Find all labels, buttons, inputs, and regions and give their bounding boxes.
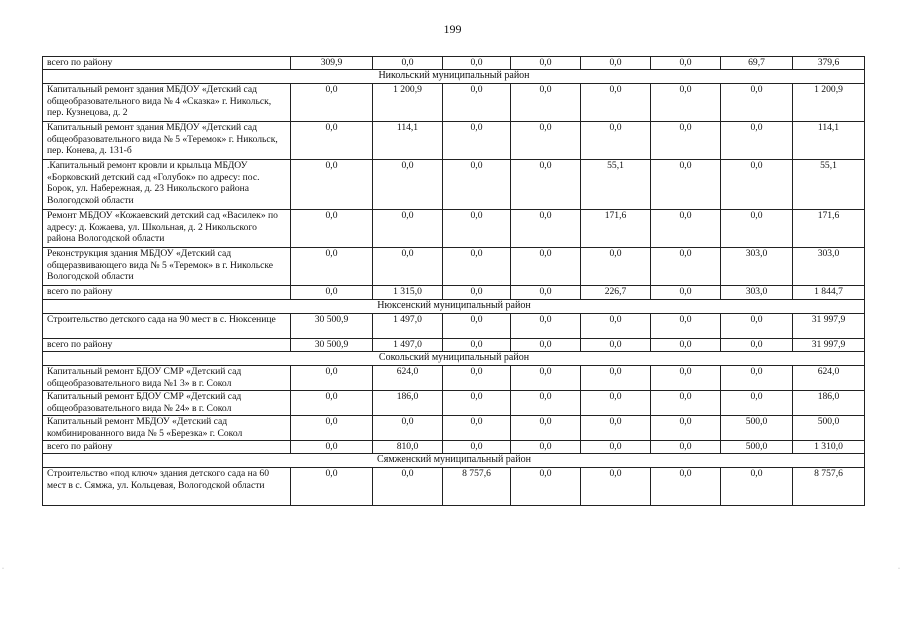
value-cell: 810,0 bbox=[373, 441, 443, 454]
value-cell: 0,0 bbox=[443, 286, 511, 300]
item-name: Ремонт МБДОУ «Кожаевский детский сад «Василек» по адресу: д. Кожаева, ул. Школьная, д. 2 Никольского района Вологодской области bbox=[43, 210, 291, 248]
district-heading: Сокольский муниципальный район bbox=[43, 352, 865, 366]
value-cell: 0,0 bbox=[581, 84, 651, 122]
value-cell: 0,0 bbox=[291, 391, 373, 416]
table-row bbox=[43, 468, 865, 506]
value-cell: 0,0 bbox=[511, 160, 581, 210]
value-cell: 0,0 bbox=[291, 286, 373, 300]
value-cell: 0,0 bbox=[511, 366, 581, 391]
value-cell: 0,0 bbox=[511, 391, 581, 416]
value-cell: 303,0 bbox=[721, 286, 793, 300]
value-cell: 0,0 bbox=[373, 57, 443, 70]
value-cell: 0,0 bbox=[443, 314, 511, 339]
table-row bbox=[43, 314, 865, 339]
value-cell: 30 500,9 bbox=[291, 314, 373, 339]
value-cell: 0,0 bbox=[651, 160, 721, 210]
value-cell: 171,6 bbox=[793, 210, 865, 248]
value-cell: 0,0 bbox=[511, 57, 581, 70]
value-cell: 500,0 bbox=[721, 441, 793, 454]
item-name: Капитальный ремонт здания МБДОУ «Детский сад общеобразовательного вида № 4 «Сказка» г. Никольск, пер. Кузнецова, д. 2 bbox=[43, 84, 291, 122]
value-cell: 1 497,0 bbox=[373, 314, 443, 339]
value-cell: 0,0 bbox=[721, 122, 793, 160]
value-cell: 31 997,9 bbox=[793, 314, 865, 339]
item-name: .Капитальный ремонт кровли и крыльца МБДОУ «Борковский детский сад «Голубок» по адресу: пос. Борок, ул. Набережная, д. 23 Никольского района Вологодской области bbox=[43, 160, 291, 210]
value-cell: 8 757,6 bbox=[443, 468, 511, 506]
value-cell: 0,0 bbox=[443, 366, 511, 391]
item-name: Капитальный ремонт здания МБДОУ «Детский сад общеобразовательного вида № 5 «Теремок» г. Никольск, пер. Конева, д. 131-б bbox=[43, 122, 291, 160]
value-cell: 0,0 bbox=[651, 366, 721, 391]
value-cell: 624,0 bbox=[793, 366, 865, 391]
value-cell: 0,0 bbox=[511, 468, 581, 506]
value-cell: 0,0 bbox=[443, 160, 511, 210]
total-row bbox=[43, 286, 865, 300]
value-cell: 0,0 bbox=[511, 122, 581, 160]
value-cell: 0,0 bbox=[511, 339, 581, 352]
item-name: Капитальный ремонт МБДОУ «Детский сад комбинированного вида № 5 «Березка» г. Сокол bbox=[43, 416, 291, 441]
total-row bbox=[43, 441, 865, 454]
value-cell: 0,0 bbox=[721, 366, 793, 391]
value-cell: 0,0 bbox=[651, 286, 721, 300]
value-cell: 0,0 bbox=[651, 416, 721, 441]
value-cell: 0,0 bbox=[443, 416, 511, 441]
section-row bbox=[43, 454, 865, 468]
value-cell: 0,0 bbox=[721, 314, 793, 339]
value-cell: 0,0 bbox=[443, 210, 511, 248]
value-cell: 0,0 bbox=[721, 84, 793, 122]
district-heading: Никольский муниципальный район bbox=[43, 70, 865, 84]
value-cell: 0,0 bbox=[651, 391, 721, 416]
value-cell: 0,0 bbox=[511, 314, 581, 339]
table-row bbox=[43, 391, 865, 416]
value-cell: 186,0 bbox=[373, 391, 443, 416]
item-name: Реконструкция здания МБДОУ «Детский сад общеразвивающего вида № 5 «Теремок» в г. Никольске Вологодской области bbox=[43, 248, 291, 286]
value-cell: 0,0 bbox=[721, 210, 793, 248]
value-cell: 1 497,0 bbox=[373, 339, 443, 352]
value-cell: 0,0 bbox=[581, 122, 651, 160]
value-cell: 0,0 bbox=[291, 366, 373, 391]
value-cell: 0,0 bbox=[581, 468, 651, 506]
table-row bbox=[43, 366, 865, 391]
value-cell: 0,0 bbox=[373, 160, 443, 210]
value-cell: 0,0 bbox=[651, 468, 721, 506]
table-row bbox=[43, 160, 865, 210]
value-cell: 0,0 bbox=[443, 84, 511, 122]
table-row bbox=[43, 210, 865, 248]
value-cell: 0,0 bbox=[581, 57, 651, 70]
value-cell: 1 844,7 bbox=[793, 286, 865, 300]
value-cell: 0,0 bbox=[291, 122, 373, 160]
table-row bbox=[43, 84, 865, 122]
value-cell: 379,6 bbox=[793, 57, 865, 70]
value-cell: 31 997,9 bbox=[793, 339, 865, 352]
value-cell: 0,0 bbox=[291, 84, 373, 122]
table-row bbox=[43, 122, 865, 160]
value-cell: 0,0 bbox=[581, 248, 651, 286]
value-cell: 0,0 bbox=[581, 366, 651, 391]
value-cell: 0,0 bbox=[291, 160, 373, 210]
table-row bbox=[43, 416, 865, 441]
value-cell: 226,7 bbox=[581, 286, 651, 300]
value-cell: 55,1 bbox=[581, 160, 651, 210]
value-cell: 30 500,9 bbox=[291, 339, 373, 352]
value-cell: 0,0 bbox=[291, 416, 373, 441]
value-cell: 0,0 bbox=[443, 391, 511, 416]
value-cell: 500,0 bbox=[793, 416, 865, 441]
item-name: Капитальный ремонт БДОУ СМР «Детский сад общеобразовательного вида №1 3» в г. Сокол bbox=[43, 366, 291, 391]
value-cell: 0,0 bbox=[581, 416, 651, 441]
value-cell: 114,1 bbox=[793, 122, 865, 160]
value-cell: 8 757,6 bbox=[793, 468, 865, 506]
value-cell: 0,0 bbox=[291, 441, 373, 454]
value-cell: 0,0 bbox=[373, 416, 443, 441]
value-cell: 1 310,0 bbox=[793, 441, 865, 454]
value-cell: 69,7 bbox=[721, 57, 793, 70]
value-cell: 0,0 bbox=[291, 210, 373, 248]
value-cell: 0,0 bbox=[443, 57, 511, 70]
value-cell: 0,0 bbox=[651, 210, 721, 248]
section-row bbox=[43, 70, 865, 84]
edge-mark-left: · bbox=[2, 566, 4, 572]
value-cell: 0,0 bbox=[581, 391, 651, 416]
district-heading: Сямженский муниципальный район bbox=[43, 454, 865, 468]
value-cell: 0,0 bbox=[721, 391, 793, 416]
value-cell: 0,0 bbox=[511, 441, 581, 454]
value-cell: 0,0 bbox=[651, 314, 721, 339]
total-label: всего по району bbox=[43, 339, 291, 352]
value-cell: 1 315,0 bbox=[373, 286, 443, 300]
item-name: Строительство детского сада на 90 мест в с. Нюксенице bbox=[43, 314, 291, 339]
value-cell: 0,0 bbox=[511, 84, 581, 122]
value-cell: 114,1 bbox=[373, 122, 443, 160]
value-cell: 0,0 bbox=[651, 84, 721, 122]
value-cell: 0,0 bbox=[651, 122, 721, 160]
value-cell: 0,0 bbox=[443, 122, 511, 160]
value-cell: 186,0 bbox=[793, 391, 865, 416]
item-name: Капитальный ремонт БДОУ СМР «Детский сад общеобразовательного вида № 24» в г. Сокол bbox=[43, 391, 291, 416]
total-label: всего по району bbox=[43, 57, 291, 70]
value-cell: 171,6 bbox=[581, 210, 651, 248]
value-cell: 0,0 bbox=[373, 210, 443, 248]
value-cell: 55,1 bbox=[793, 160, 865, 210]
value-cell: 624,0 bbox=[373, 366, 443, 391]
value-cell: 0,0 bbox=[373, 248, 443, 286]
value-cell: 0,0 bbox=[443, 339, 511, 352]
total-row bbox=[43, 339, 865, 352]
budget-table bbox=[42, 56, 865, 506]
total-label: всего по району bbox=[43, 286, 291, 300]
value-cell: 0,0 bbox=[443, 248, 511, 286]
district-heading: Нюксенский муниципальный район bbox=[43, 300, 865, 314]
value-cell: 0,0 bbox=[651, 248, 721, 286]
value-cell: 0,0 bbox=[721, 160, 793, 210]
value-cell: 0,0 bbox=[581, 314, 651, 339]
value-cell: 0,0 bbox=[511, 248, 581, 286]
page-number: 199 bbox=[443, 22, 462, 36]
total-label: всего по району bbox=[43, 441, 291, 454]
value-cell: 0,0 bbox=[581, 339, 651, 352]
value-cell: 0,0 bbox=[373, 468, 443, 506]
value-cell: 0,0 bbox=[291, 248, 373, 286]
item-name: Строительство «под ключ» здания детского сада на 60 мест в с. Сямжа, ул. Кольцевая, Вологодской области bbox=[43, 468, 291, 506]
value-cell: 1 200,9 bbox=[793, 84, 865, 122]
edge-mark-right: · bbox=[898, 566, 900, 572]
value-cell: 303,0 bbox=[793, 248, 865, 286]
total-row bbox=[43, 57, 865, 70]
value-cell: 0,0 bbox=[651, 57, 721, 70]
value-cell: 309,9 bbox=[291, 57, 373, 70]
section-row bbox=[43, 352, 865, 366]
value-cell: 0,0 bbox=[581, 441, 651, 454]
value-cell: 500,0 bbox=[721, 416, 793, 441]
value-cell: 0,0 bbox=[511, 286, 581, 300]
value-cell: 0,0 bbox=[651, 339, 721, 352]
value-cell: 0,0 bbox=[511, 416, 581, 441]
value-cell: 1 200,9 bbox=[373, 84, 443, 122]
value-cell: 303,0 bbox=[721, 248, 793, 286]
table-row bbox=[43, 248, 865, 286]
value-cell: 0,0 bbox=[291, 468, 373, 506]
value-cell: 0,0 bbox=[443, 441, 511, 454]
table-body bbox=[43, 57, 865, 506]
value-cell: 0,0 bbox=[721, 339, 793, 352]
value-cell: 0,0 bbox=[651, 441, 721, 454]
value-cell: 0,0 bbox=[721, 468, 793, 506]
section-row bbox=[43, 300, 865, 314]
value-cell: 0,0 bbox=[511, 210, 581, 248]
